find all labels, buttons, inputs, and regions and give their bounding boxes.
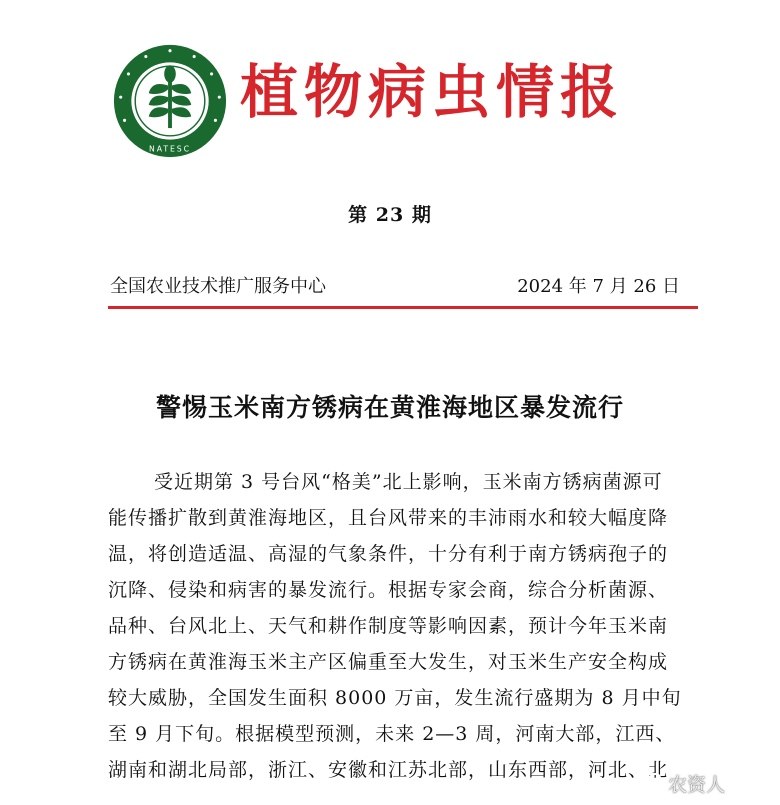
issue-number: 第 23 期	[348, 204, 432, 226]
body-line: 温，将创造适温、高湿的气象条件，十分有利于南方锈病孢子的	[108, 543, 669, 565]
body-line: 较大威胁，全国发生面积 8000 万亩，发生流行盛期为 8 月中旬	[108, 687, 682, 709]
masthead-title: 植物病虫情报	[240, 58, 625, 126]
body-line: 至 9 月下旬。根据模型预测，未来 2—3 周，河南大部，江西、	[108, 723, 676, 745]
publisher-org: 全国农业技术推广服务中心	[110, 276, 326, 297]
body-line: 方锈病在黄淮海玉米主产区偏重至大发生，对玉米生产安全构成	[108, 651, 669, 673]
body-line: 受近期第 3 号台风“格美”北上影响，玉米南方锈病菌源可	[154, 471, 663, 493]
watermark-text: 农资人	[668, 773, 726, 796]
natesc-logo-icon	[112, 43, 228, 159]
svg-text:NATESC: NATESC	[149, 144, 191, 154]
article-title: 警惕玉米南方锈病在黄淮海地区暴发流行	[155, 393, 624, 422]
article-body	[108, 464, 708, 788]
publish-date: 2024 年 7 月 26 日	[517, 276, 680, 297]
body-line: 品种、台风北上、天气和耕作制度等影响因素，预计今年玉米南	[108, 615, 669, 637]
watermark	[640, 766, 780, 800]
body-line: 沉降、侵染和病害的暴发流行。根据专家会商，综合分析菌源、	[108, 579, 669, 601]
watermark-logo-icon	[640, 772, 662, 794]
body-line: 湖南和湖北局部，浙江、安徽和江苏北部，山东西部，河北、北	[108, 759, 669, 781]
body-line: 能传播扩散到黄淮海地区，且台风带来的丰沛雨水和较大幅度降	[108, 507, 669, 529]
header-divider	[108, 306, 698, 309]
